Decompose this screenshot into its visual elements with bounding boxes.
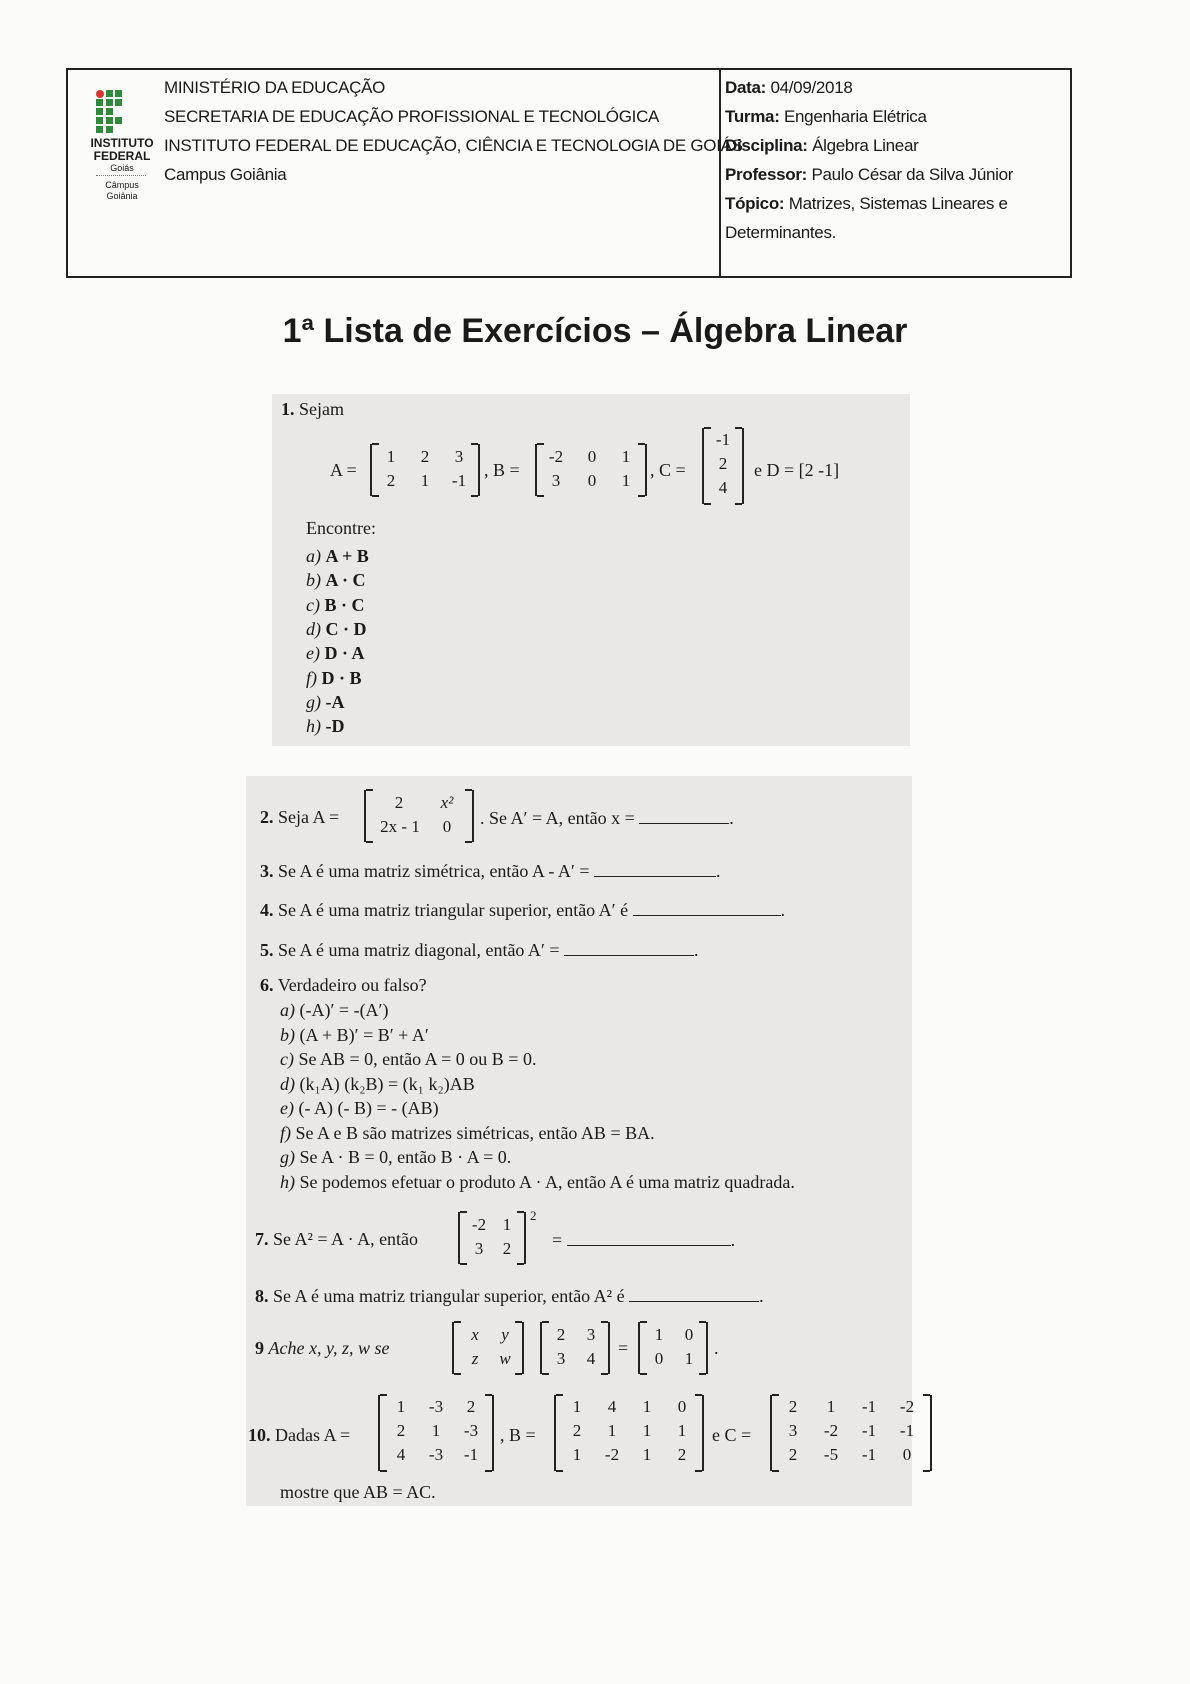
q10-b-label: , B = <box>500 1425 536 1445</box>
matrix-cell: -5 <box>823 1445 839 1464</box>
matrix-cell: x <box>471 1325 479 1344</box>
matrix-cell: 3 <box>474 1239 484 1258</box>
matrix-cell: 2 <box>718 454 728 473</box>
q7-exponent: 2 <box>530 1208 537 1223</box>
header-box <box>66 68 1072 278</box>
q6-item: a) (-A)′ = -(A′) <box>280 1000 389 1020</box>
matrix-cell: 1 <box>502 1215 512 1234</box>
q9-period: . <box>714 1338 719 1358</box>
matrix-cell: -1 <box>715 430 731 449</box>
matrix-cell: -1 <box>861 1397 877 1416</box>
header-line-secretariat: SECRETARIA DE EDUCAÇÃO PROFISSIONAL E TECNOLÓGICA <box>164 107 660 126</box>
header-topic: Tópico: Matrizes, Sistemas Lineares e <box>725 194 1008 213</box>
matrix-cell: 1 <box>431 1421 441 1440</box>
matrix-cell: -3 <box>428 1397 444 1416</box>
matrix-cell: 4 <box>396 1445 406 1464</box>
matrix-cell: 2 <box>420 447 430 466</box>
matrix-cell: 0 <box>587 447 597 466</box>
answer-blank[interactable] <box>564 939 694 956</box>
matrix-cell: w <box>499 1349 511 1368</box>
q1-matrix-c <box>702 428 744 504</box>
q10-intro: 10. Dadas A = <box>248 1425 351 1445</box>
q10-matrix-c <box>770 1395 932 1471</box>
header-line-campus: Campus Goiânia <box>164 165 287 184</box>
q1-find: Encontre: <box>306 518 376 538</box>
answer-blank[interactable] <box>633 899 781 916</box>
matrix-cell: 1 <box>826 1397 836 1416</box>
q3: 3. Se A é uma matriz simétrica, então A - A′ = . <box>260 861 721 881</box>
q1-item: g) -A <box>306 691 345 712</box>
matrix-cell: x² <box>440 793 454 812</box>
matrix-cell: 2 <box>677 1445 687 1464</box>
q10-c-label: e C = <box>712 1425 752 1445</box>
institute-logo <box>90 86 154 216</box>
q9-identity-matrix <box>638 1322 708 1374</box>
q6-intro: 6. Verdadeiro ou falso? <box>260 975 427 995</box>
matrix-cell: z <box>471 1349 479 1368</box>
answer-blank[interactable] <box>629 1285 759 1302</box>
matrix-cell: 2 <box>396 1421 406 1440</box>
matrix-cell: 2 <box>466 1397 476 1416</box>
matrix-cell: 2 <box>788 1397 798 1416</box>
header-topic-cont: Determinantes. <box>725 223 837 242</box>
matrix-cell: -2 <box>471 1215 487 1234</box>
header-teacher: Professor: Paulo César da Silva Júnior <box>725 165 1014 184</box>
matrix-cell: 3 <box>556 1349 566 1368</box>
matrix-cell: 1 <box>396 1397 406 1416</box>
matrix-cell: 1 <box>621 447 631 466</box>
matrix-cell: 0 <box>902 1445 912 1464</box>
q2-matrix <box>364 790 474 842</box>
matrix-cell: 1 <box>642 1421 652 1440</box>
matrix-cell: 4 <box>607 1397 617 1416</box>
matrix-cell: 0 <box>654 1349 664 1368</box>
matrix-cell: 1 <box>654 1325 664 1344</box>
matrix-cell: 3 <box>454 447 464 466</box>
header-date: Data: 04/09/2018 <box>725 78 853 97</box>
logo-text-3: Goiás <box>110 163 134 173</box>
header-divider <box>719 70 721 276</box>
q5: 5. Se A é uma matriz diagonal, então A′ = . <box>260 940 699 960</box>
q9-matrix-unknowns <box>452 1322 524 1374</box>
q9-matrix-b <box>540 1322 610 1374</box>
matrix-cell: 1 <box>572 1397 582 1416</box>
q1-c-label: , C = <box>650 460 686 480</box>
q9-equals: = <box>618 1338 629 1358</box>
logo-text-1: INSTITUTO <box>90 136 154 150</box>
matrix-cell: 1 <box>572 1445 582 1464</box>
matrix-cell: -3 <box>428 1445 444 1464</box>
q10-matrix-b <box>554 1395 704 1471</box>
matrix-cell: 4 <box>718 478 728 497</box>
matrix-cell: 2 <box>556 1325 566 1344</box>
q6-item: b) (A + B)′ = B′ + A′ <box>280 1024 429 1045</box>
logo-text-5: Goiânia <box>106 191 138 201</box>
matrix-cell: -2 <box>548 447 564 466</box>
q1-item: f) D · B <box>306 667 362 688</box>
matrix-cell: -1 <box>861 1421 877 1440</box>
q1-item: h) -D <box>306 716 345 737</box>
q1-item: c) B · C <box>306 594 365 615</box>
matrix-cell: 2x - 1 <box>380 817 420 836</box>
q7-equals: = . <box>552 1230 736 1250</box>
page-title: 1ª Lista de Exercícios – Álgebra Linear <box>282 312 908 350</box>
q1-b-label: , B = <box>484 460 520 480</box>
matrix-cell: -3 <box>463 1421 479 1440</box>
q10-matrix-a <box>378 1395 494 1471</box>
q1-a-label: A = <box>330 460 357 480</box>
q1-item: d) C · D <box>306 618 367 639</box>
matrix-cell: 1 <box>607 1421 617 1440</box>
matrix-cell: 0 <box>587 471 597 490</box>
matrix-cell: 1 <box>642 1445 652 1464</box>
header-line-institute: INSTITUTO FEDERAL DE EDUCAÇÃO, CIÊNCIA E TECNOLOGIA DE GOIÁS <box>164 136 743 155</box>
answer-blank[interactable] <box>639 807 729 824</box>
matrix-cell: 3 <box>551 471 561 490</box>
header-line-ministry: MINISTÉRIO DA EDUCAÇÃO <box>164 78 386 97</box>
q4: 4. Se A é uma matriz triangular superior, então A′ é . <box>260 900 786 920</box>
matrix-cell: 1 <box>621 471 631 490</box>
answer-blank[interactable] <box>594 860 716 877</box>
matrix-cell: y <box>501 1325 509 1344</box>
q6-item: h) Se podemos efetuar o produto A · A, então A é uma matriz quadrada. <box>280 1171 795 1192</box>
q6-item: e) (- A) (- B) = - (AB) <box>280 1098 439 1118</box>
matrix-cell: -2 <box>823 1421 839 1440</box>
q1-matrix-b <box>535 444 647 496</box>
matrix-cell: 4 <box>586 1349 596 1368</box>
matrix-cell: 1 <box>677 1421 687 1440</box>
q9-intro: 9 Ache x, y, z, w se <box>255 1338 390 1358</box>
header-subject: Disciplina: Álgebra Linear <box>725 136 919 155</box>
q1-item: b) A · C <box>306 570 366 591</box>
q7-matrix <box>458 1212 526 1264</box>
logo-text-4: Câmpus <box>105 180 139 190</box>
matrix-cell: 1 <box>386 447 396 466</box>
q2-condition: . Se A′ = A, então x = . <box>480 808 734 828</box>
q6-item: c) Se AB = 0, então A = 0 ou B = 0. <box>280 1049 537 1069</box>
q8: 8. Se A é uma matriz triangular superior, então A² é . <box>255 1286 764 1306</box>
q6-item: g) Se A · B = 0, então B · A = 0. <box>280 1147 512 1167</box>
matrix-cell: 0 <box>677 1397 687 1416</box>
q1-d-def: e D = [2 -1] <box>754 460 840 480</box>
matrix-cell: 2 <box>502 1239 512 1258</box>
matrix-cell: 3 <box>788 1421 798 1440</box>
q2-intro: 2. Seja A = <box>260 807 340 827</box>
matrix-cell: -2 <box>604 1445 620 1464</box>
header-class: Turma: Engenharia Elétrica <box>725 107 927 126</box>
matrix-cell: -1 <box>861 1445 877 1464</box>
matrix-cell: 2 <box>572 1421 582 1440</box>
q1-matrix-a <box>370 444 480 496</box>
matrix-cell: 2 <box>394 793 404 812</box>
matrix-cell: 1 <box>684 1349 694 1368</box>
matrix-cell: -1 <box>463 1445 479 1464</box>
q6-item: f) Se A e B são matrizes simétricas, então AB = BA. <box>280 1122 655 1143</box>
q6-item: d) (k₁A) (k₂B) = (k₁ k₂)AB <box>280 1073 475 1094</box>
matrix-cell: -1 <box>451 471 467 490</box>
q10-show: mostre que AB = AC. <box>280 1482 436 1502</box>
matrix-cell: 3 <box>586 1325 596 1344</box>
matrix-cell: 0 <box>442 817 452 836</box>
logo-text-2: FEDERAL <box>93 149 151 163</box>
matrix-cell: 0 <box>684 1325 694 1344</box>
matrix-cell: 2 <box>386 471 396 490</box>
q1-item: a) A + B <box>306 546 369 566</box>
matrix-cell: -1 <box>899 1421 915 1440</box>
q1-item: e) D · A <box>306 643 365 664</box>
matrix-cell: 1 <box>642 1397 652 1416</box>
matrix-cell: 1 <box>420 471 430 490</box>
q7-intro: 7. Se A² = A · A, então <box>255 1229 419 1249</box>
q1-intro: 1. Sejam <box>281 399 344 419</box>
matrix-cell: 2 <box>788 1445 798 1464</box>
answer-blank[interactable] <box>567 1229 731 1246</box>
matrix-cell: -2 <box>899 1397 915 1416</box>
